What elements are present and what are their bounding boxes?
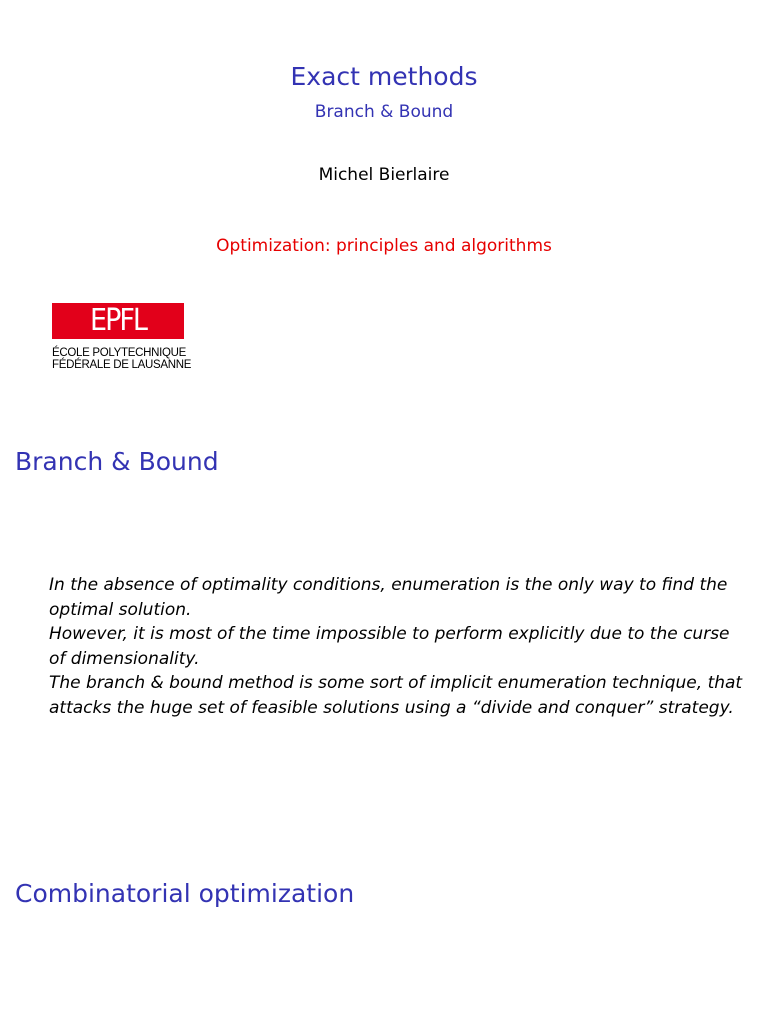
logo-line-1: ÉCOLE POLYTECHNIQUE — [52, 347, 187, 359]
body-line: In the absence of optimality conditions, enumeration is the only way to find the — [49, 575, 728, 595]
logo-line-2: FÉDÉRALE DE LAUSANNE — [52, 359, 192, 371]
slide-heading-branch-bound: Branch & Bound — [15, 447, 219, 476]
epfl-logo — [52, 303, 192, 371]
body-line: optimal solution. — [49, 599, 192, 620]
slide-body-text — [49, 573, 743, 720]
course-name: Optimization: principles and algorithms — [216, 236, 552, 256]
logo-mark: EPFL — [90, 303, 146, 338]
body-line: The branch & bound method is some sort of implicit enumeration technique, that — [49, 673, 743, 693]
page-subtitle: Branch & Bound — [314, 102, 454, 122]
page-title: Exact methods — [290, 62, 478, 91]
slide-heading-combinatorial: Combinatorial optimization — [15, 879, 355, 908]
body-line: of dimensionality. — [49, 648, 200, 669]
author-name: Michel Bierlaire — [318, 165, 450, 185]
body-line: attacks the huge set of feasible solutions using a “divide and conquer” strategy. — [49, 697, 734, 718]
body-line: However, it is most of the time impossible to perform explicitly due to the curse — [49, 624, 730, 644]
